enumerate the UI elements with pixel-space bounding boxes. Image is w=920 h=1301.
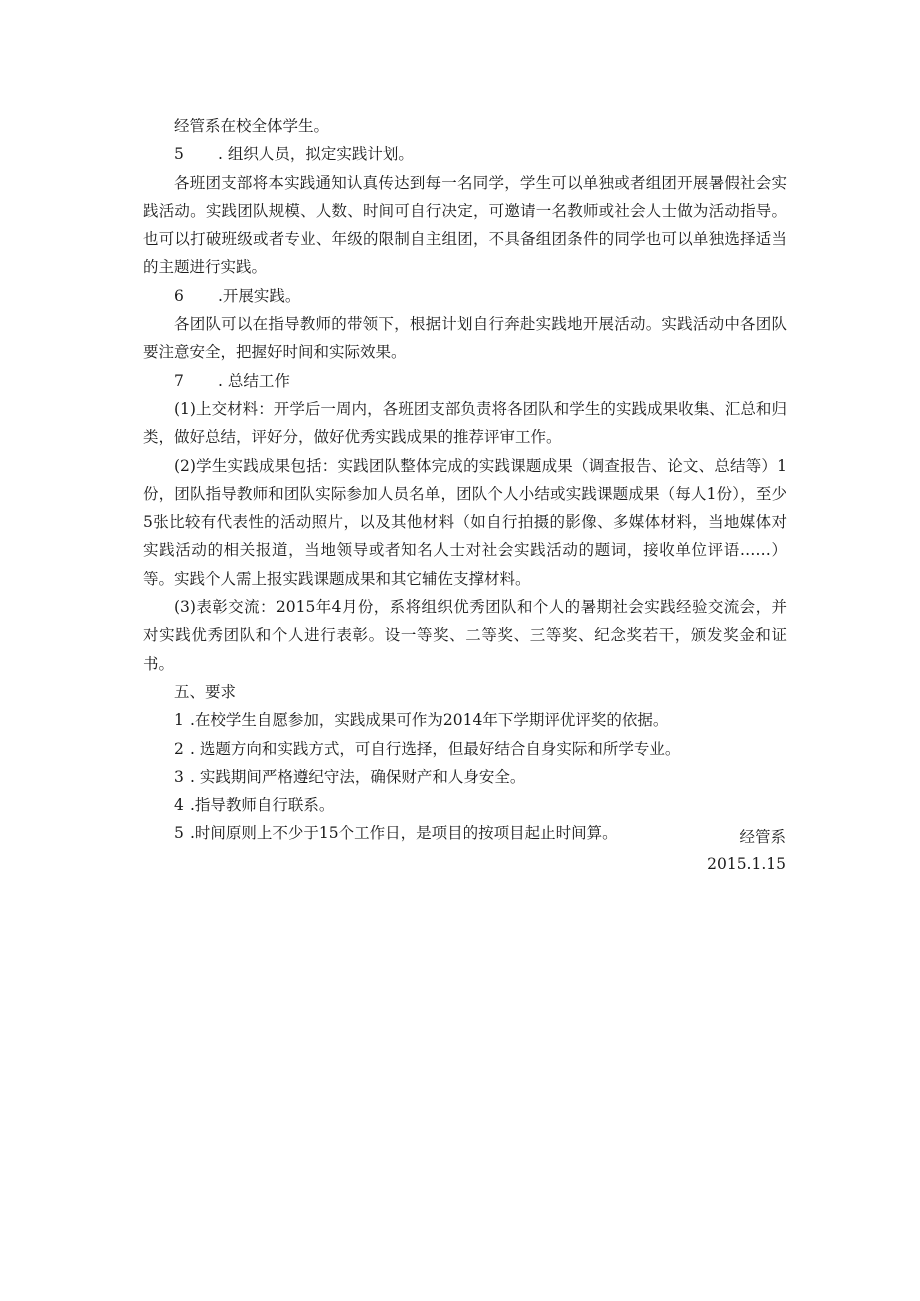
section-5-heading bbox=[143, 140, 787, 168]
requirements-heading: 五、要求 bbox=[174, 682, 237, 701]
section-6-paragraph: 各团队可以在指导教师的带领下，根据计划自行奔赴实践地开展活动。实践活动中各团队要注意安全，把握好时间和实际效果。 bbox=[143, 315, 787, 362]
requirement-item bbox=[143, 706, 787, 734]
signature-date: 2015.1.15 bbox=[707, 855, 786, 873]
requirement-text: .指导教师自行联系。 bbox=[190, 796, 335, 815]
requirement-text: . 选题方向和实践方式，可自行选择，但最好结合自身实际和所学专业。 bbox=[190, 739, 681, 758]
requirement-number: 3 bbox=[174, 767, 184, 786]
section-6-number: 6 bbox=[174, 286, 184, 305]
requirement-item bbox=[143, 819, 787, 847]
requirement-text: . 实践期间严格遵纪守法，确保财产和人身安全。 bbox=[190, 767, 526, 786]
section-7-heading bbox=[143, 367, 787, 395]
requirement-item bbox=[143, 763, 787, 791]
requirement-text: .时间原则上不少于15个工作日，是项目的按项目起止时间算。 bbox=[190, 824, 618, 843]
summary-item-3: (3)表彰交流：2015年4月份，系将组织优秀团队和个人的暑期社会实践经验交流会，并对实践优秀团队和个人进行表彰。设一等奖、二等奖、三等奖、纪念奖若干，颁发奖金和证书。 bbox=[143, 598, 787, 673]
requirement-item bbox=[143, 735, 787, 763]
intro-tail-paragraph: 经管系在校全体学生。 bbox=[174, 117, 330, 135]
document-body bbox=[143, 112, 787, 848]
requirement-number: 4 bbox=[174, 796, 184, 815]
requirement-number: 5 bbox=[174, 824, 184, 843]
summary-item-1: (1)上交材料：开学后一周内，各班团支部负责将各团队和学生的实践成果收集、汇总和归类，做好总结，评好分，做好优秀实践成果的推荐评审工作。 bbox=[143, 399, 787, 447]
section-7-title: . 总结工作 bbox=[218, 371, 290, 390]
requirement-number: 2 bbox=[174, 739, 184, 758]
section-6-heading bbox=[143, 282, 787, 310]
summary-item-2: (2)学生实践成果包括：实践团队整体完成的实践课题成果（调查报告、论文、总结等）1份，团队指导教师和团队实际参加人员名单，团队个人小结或实践课题成果（每人1份），至少5张比较有代表性的活动照片，以及其他材料（如自行拍摄的影像、多媒体材料，当地媒体对实践活动的相关报道，当地领导或者知名人士对社会实践活动的题词，接收单位评语……）等。实践个人需上报实践课题成果和其它辅佐支撑材料。 bbox=[143, 456, 787, 588]
section-5-title: . 组织人员，拟定实践计划。 bbox=[218, 145, 414, 164]
requirement-item bbox=[143, 791, 787, 819]
requirement-text: .在校学生自愿参加，实践成果可作为2014年下学期评优评奖的依据。 bbox=[190, 711, 669, 730]
section-7-number: 7 bbox=[174, 371, 184, 390]
section-6-title: .开展实践。 bbox=[218, 286, 301, 305]
signature-department: 经管系 bbox=[739, 828, 786, 846]
section-5-number: 5 bbox=[174, 145, 184, 164]
section-5-paragraph: 各班团支部将本实践通知认真传达到每一名同学，学生可以单独或者组团开展暑假社会实践活动。实践团队规模、人数、时间可自行决定，可邀请一名教师或社会人士做为活动指导。也可以打破班级或者专业、年级的限制自主组团，不具备组团条件的同学也可以单独选择适当的主题进行实践。 bbox=[143, 173, 787, 277]
requirement-number: 1 bbox=[174, 711, 184, 730]
